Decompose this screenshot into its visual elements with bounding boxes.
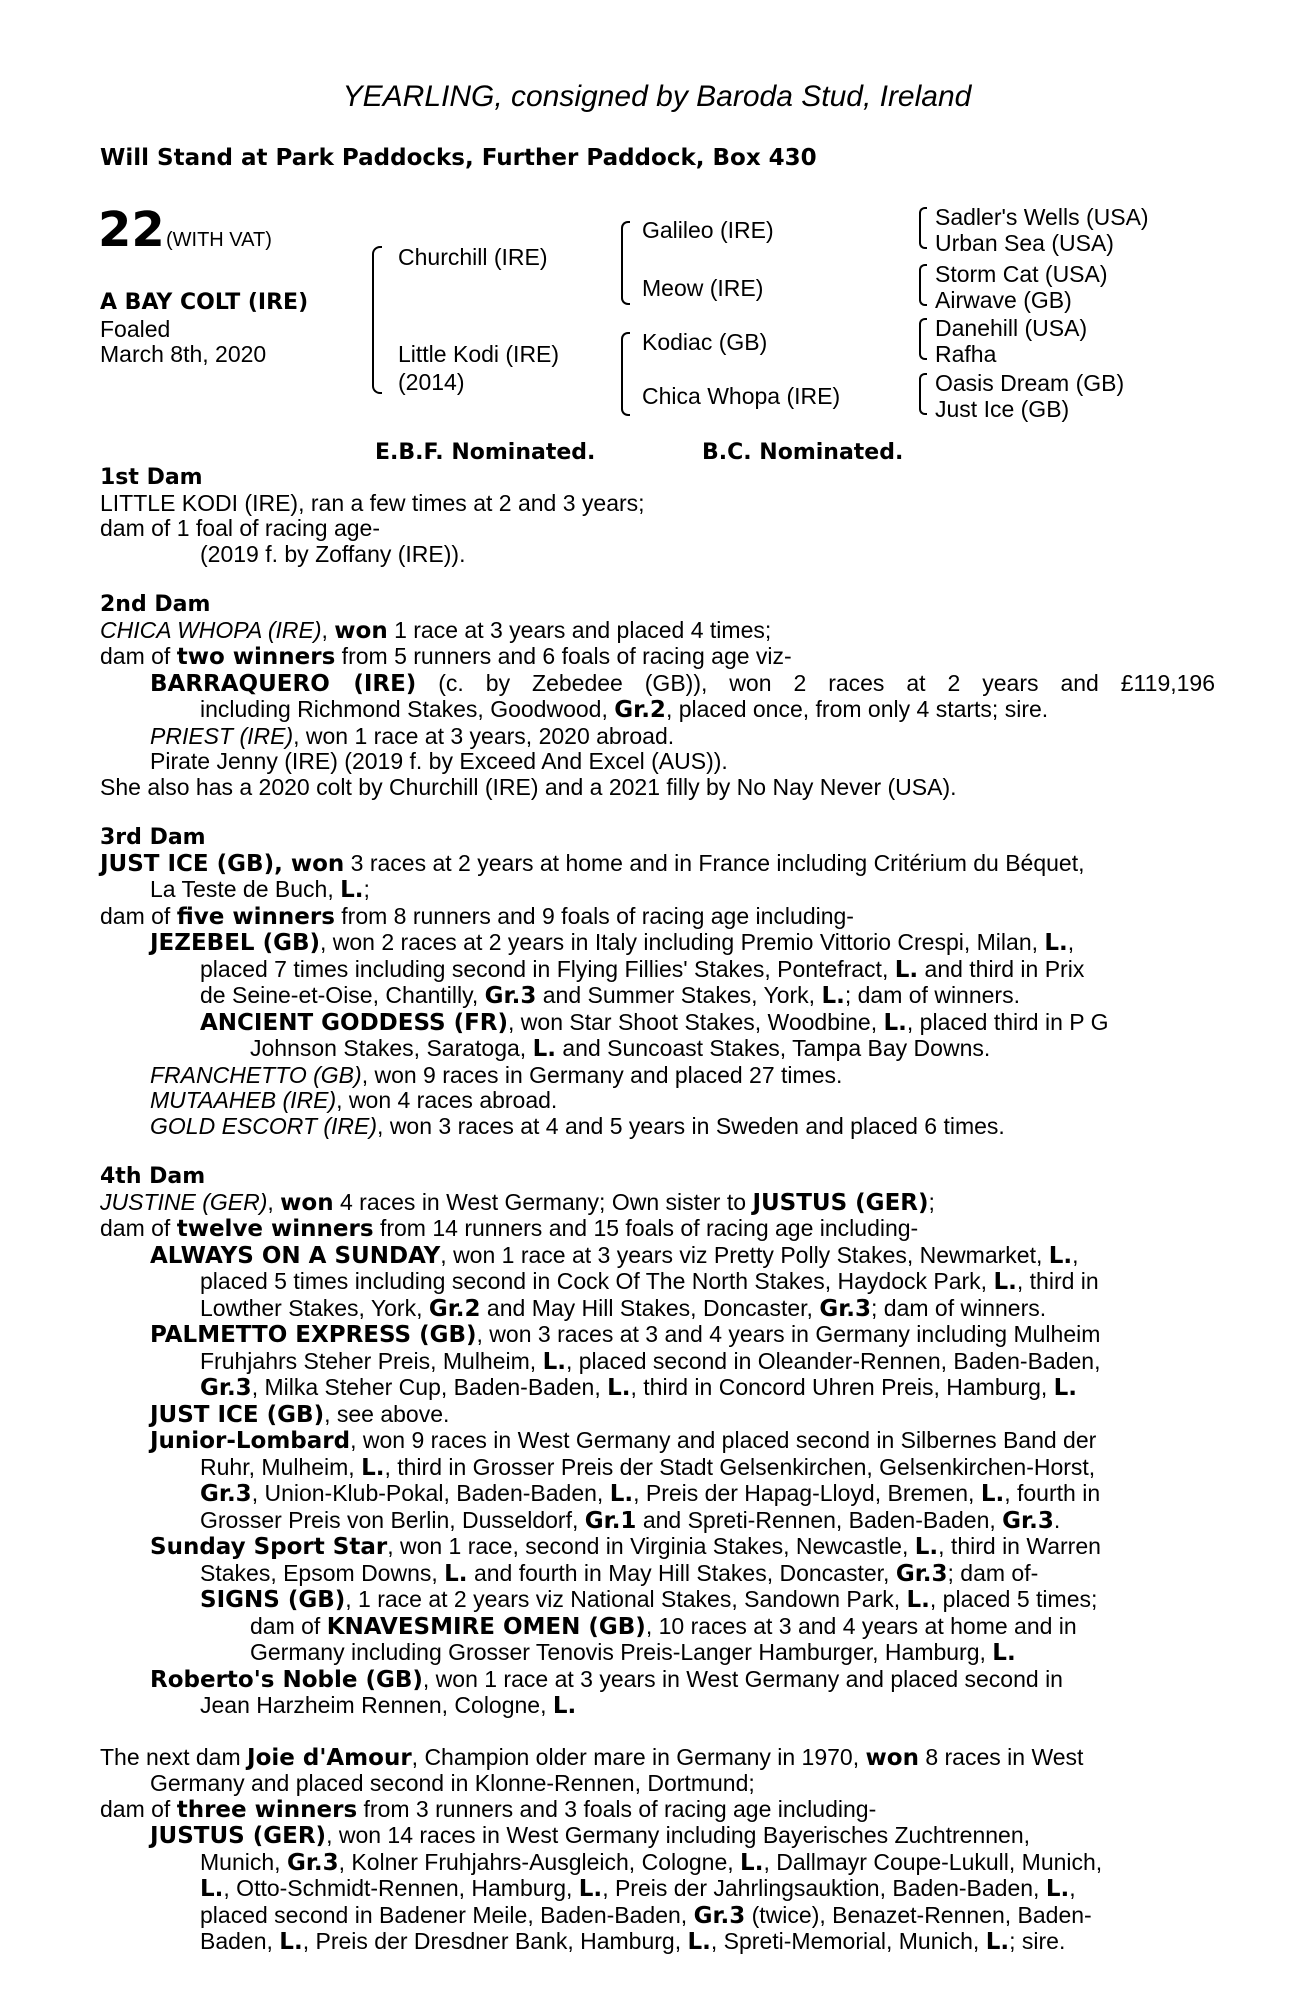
runner-name: PRIEST (IRE) bbox=[150, 722, 294, 749]
horse-name: A BAY COLT (IRE) bbox=[100, 290, 309, 315]
text-run: won bbox=[290, 850, 345, 877]
text-line: Pirate Jenny (IRE) (2019 f. by Exceed And Excel (AUS)). bbox=[150, 748, 728, 774]
text-run: from 8 runners and 9 foals of racing age including- bbox=[334, 902, 854, 929]
text-line bbox=[100, 1063, 1215, 1089]
text-line bbox=[100, 671, 1215, 698]
text-line bbox=[100, 1903, 1215, 1930]
text-run: dam of bbox=[100, 1215, 177, 1241]
text-run: . bbox=[1053, 1506, 1061, 1533]
text-run: L. bbox=[444, 1560, 468, 1587]
text-line bbox=[100, 983, 1215, 1010]
text-run: L. bbox=[607, 1375, 631, 1401]
standing-location: Will Stand at Park Paddocks, Further Paddock, Box 430 bbox=[100, 145, 817, 171]
text-run: placed 7 times including second in Flying Fillies' Stakes, Pontefract, bbox=[200, 955, 895, 982]
text-run: ; sire. bbox=[1009, 1928, 1066, 1954]
text-run: , won 1 race at 3 years in West Germany and placed second in bbox=[422, 1665, 1063, 1692]
consignor-heading: YEARLING, consigned by Baroda Stud, Ireland bbox=[342, 80, 972, 113]
text-run: and Spreti-Rennen, Baden-Baden, bbox=[636, 1506, 1003, 1533]
text-line bbox=[100, 1402, 1215, 1429]
text-run: Lowther Stakes, York, bbox=[200, 1294, 429, 1321]
text-line bbox=[100, 1667, 1215, 1694]
text-run: dam of bbox=[250, 1612, 327, 1639]
text-run: , won 14 races in West Germany including Bayerisches Zuchtrennen, bbox=[326, 1822, 1031, 1848]
text-run: from 14 runners and 15 foals of racing age including- bbox=[373, 1215, 919, 1241]
text-run: L. bbox=[1048, 1242, 1073, 1269]
text-run: Gr.2 bbox=[614, 697, 666, 723]
pedigree-ggp: Rafha bbox=[935, 341, 997, 367]
text-line bbox=[100, 1036, 1215, 1063]
text-run: (twice), Benazet-Rennen, Baden- bbox=[745, 1901, 1092, 1928]
text-line bbox=[100, 1534, 1215, 1561]
text-run: twelve winners bbox=[176, 1216, 374, 1242]
text-run: , placed 5 times; bbox=[929, 1586, 1098, 1612]
text-line bbox=[100, 1190, 1215, 1217]
text-line bbox=[100, 724, 1215, 750]
text-run: , Milka Steher Cup, Baden-Baden, bbox=[251, 1374, 608, 1400]
text-line bbox=[100, 1010, 1215, 1037]
text-run: , won 4 races abroad. bbox=[336, 1087, 558, 1113]
text-run: , won 1 race at 3 years viz Pretty Polly Stakes, Newmarket, bbox=[440, 1241, 1049, 1268]
text-run: and third in Prix bbox=[918, 955, 1085, 982]
text-run: including Richmond Stakes, Goodwood, bbox=[200, 696, 615, 722]
dam-name: JUSTINE (GER) bbox=[100, 1188, 268, 1215]
text-run: two winners bbox=[176, 644, 336, 670]
text-run: Gr.3 bbox=[895, 1560, 948, 1587]
runner-name: MUTAAHEB (IRE) bbox=[150, 1087, 337, 1113]
ebf-nomination: E.B.F. Nominated. bbox=[375, 440, 596, 465]
text-run: , Champion older mare in Germany in 1970, bbox=[411, 1743, 866, 1770]
text-line bbox=[100, 930, 1215, 957]
text-run: , Preis der Dresdner Bank, Hamburg, bbox=[302, 1928, 688, 1954]
text-run: , third in bbox=[1016, 1268, 1099, 1294]
text-run: , bbox=[1069, 1875, 1076, 1901]
text-run: Gr.1 bbox=[584, 1507, 637, 1534]
dam-name: Joie d'Amour bbox=[247, 1744, 412, 1771]
text-run: , won 3 races at 4 and 5 years in Sweden and placed 6 times. bbox=[377, 1112, 1005, 1139]
text-run: , bbox=[1072, 1241, 1079, 1268]
text-run: Munich, bbox=[200, 1848, 287, 1875]
text-run: L. bbox=[542, 1348, 566, 1375]
text-line: (2019 f. by Zoffany (IRE)). bbox=[200, 540, 466, 567]
text-run: L. bbox=[1045, 1876, 1070, 1902]
text-run: Gr.3 bbox=[693, 1902, 746, 1929]
text-run: L. bbox=[985, 1929, 1010, 1955]
text-run: L. bbox=[609, 1481, 634, 1507]
runner-name: ANCIENT GODDESS (FR) bbox=[200, 1009, 509, 1036]
text-line bbox=[100, 851, 1215, 878]
text-run: L. bbox=[687, 1929, 711, 1955]
text-line bbox=[100, 1243, 1215, 1270]
text-run: , Preis der Hapag-Lloyd, Bremen, bbox=[633, 1480, 981, 1506]
text-run: , bbox=[274, 850, 291, 877]
text-line bbox=[100, 1375, 1215, 1402]
text-line bbox=[100, 618, 1215, 645]
text-run: 3 races at 2 years at home and in France including Critérium du Béquet, bbox=[344, 849, 1085, 876]
runner-name: ALWAYS ON A SUNDAY bbox=[150, 1242, 441, 1269]
text-line bbox=[100, 1481, 1215, 1508]
section-heading: 3rd Dam bbox=[100, 825, 206, 850]
text-line bbox=[100, 1322, 1215, 1349]
text-run: Stakes, Epsom Downs, bbox=[200, 1559, 445, 1586]
pedigree-ggp: Just Ice (GB) bbox=[935, 396, 1070, 422]
text-line bbox=[100, 1455, 1215, 1482]
pedigree-brace bbox=[919, 207, 927, 249]
pedigree-sire: Churchill (IRE) bbox=[398, 244, 548, 270]
text-run: five winners bbox=[176, 903, 335, 930]
text-run: , won 2 races at 2 years in Italy including Premio Vittorio Crespi, Milan, bbox=[320, 929, 1045, 955]
text-run: The next dam bbox=[100, 1743, 248, 1770]
text-run: ; bbox=[363, 876, 370, 902]
runner-name: SIGNS (GB) bbox=[200, 1587, 346, 1613]
text-run: , fourth in bbox=[1004, 1480, 1101, 1506]
text-line: Germany and placed second in Klonne-Rennen, Dortmund; bbox=[150, 1770, 755, 1796]
pedigree-dam-dam: Chica Whopa (IRE) bbox=[642, 383, 841, 409]
text-run: L. bbox=[279, 1929, 303, 1955]
text-run: , Spreti-Memorial, Munich, bbox=[710, 1928, 986, 1954]
text-run: won bbox=[334, 617, 388, 644]
text-line bbox=[100, 1745, 1215, 1772]
runner-name: JEZEBEL (GB) bbox=[150, 930, 320, 956]
text-run: L. bbox=[552, 1693, 577, 1719]
text-line bbox=[100, 1850, 1215, 1877]
pedigree-ggp: Sadler's Wells (USA) bbox=[935, 204, 1149, 230]
text-run: placed second in Badener Meile, Baden-Baden, bbox=[200, 1901, 694, 1928]
foaled-label: Foaled bbox=[100, 316, 171, 342]
second-dam-section bbox=[100, 592, 1215, 800]
text-run: de Seine-et-Oise, Chantilly, bbox=[200, 982, 485, 1008]
text-run: Gr.3 bbox=[200, 1375, 252, 1401]
text-run: , won 1 race, second in Virginia Stakes, Newcastle, bbox=[387, 1533, 915, 1559]
text-line bbox=[100, 1797, 1215, 1824]
text-run: Fruhjahrs Steher Preis, Mulheim, bbox=[200, 1347, 543, 1374]
text-run: Gr.3 bbox=[200, 1481, 252, 1507]
text-run: , third in Concord Uhren Preis, Hamburg, bbox=[630, 1374, 1054, 1400]
text-run: , placed third in P G bbox=[906, 1008, 1109, 1035]
text-line bbox=[100, 1693, 1215, 1720]
text-run: dam of bbox=[100, 902, 177, 929]
catalogue-text bbox=[100, 465, 1215, 1956]
text-run: Gr.2 bbox=[428, 1295, 481, 1322]
text-run: 8 races in West bbox=[918, 1743, 1084, 1770]
text-run: , won 3 races at 3 and 4 years in Germany including Mulheim bbox=[476, 1321, 1101, 1347]
text-run: , won Star Shoot Stakes, Woodbine, bbox=[508, 1008, 884, 1035]
text-run: , won 9 races in West Germany and placed second in Silbernes Band der bbox=[350, 1427, 1097, 1453]
text-run: , third in Grosser Preis der Stadt Gelsenkirchen, Gelsenkirchen-Horst, bbox=[384, 1453, 1096, 1480]
text-line bbox=[100, 1088, 1215, 1114]
text-run: , bbox=[1067, 929, 1075, 955]
text-run: and May Hill Stakes, Doncaster, bbox=[480, 1294, 820, 1321]
runner-name: PALMETTO EXPRESS (GB) bbox=[150, 1322, 477, 1348]
text-run: , won 1 race at 3 years, 2020 abroad. bbox=[293, 722, 675, 749]
text-line bbox=[100, 1349, 1215, 1376]
text-line bbox=[100, 1428, 1215, 1455]
text-run: L. bbox=[1044, 930, 1068, 956]
pedigree-dam-year: (2014) bbox=[398, 369, 465, 395]
text-run: Grosser Preis von Berlin, Dusseldorf, bbox=[200, 1506, 585, 1533]
pedigree-ggp: Storm Cat (USA) bbox=[935, 261, 1108, 287]
runner-name: Sunday Sport Star bbox=[150, 1534, 388, 1560]
pedigree-brace bbox=[919, 318, 927, 360]
pedigree-brace bbox=[919, 264, 927, 306]
dam-name: CHICA WHOPA (IRE) bbox=[100, 616, 322, 643]
text-line bbox=[100, 1114, 1215, 1140]
text-run: , Otto-Schmidt-Rennen, Hamburg, bbox=[223, 1875, 579, 1901]
first-dam-section bbox=[100, 465, 1215, 567]
text-run: Gr.3 bbox=[484, 983, 537, 1009]
pedigree-brace bbox=[621, 332, 630, 416]
runner-name: JUSTUS (GER) bbox=[150, 1823, 327, 1849]
lot-number: 22 bbox=[98, 202, 165, 258]
text-run: Johnson Stakes, Saratoga, bbox=[250, 1035, 533, 1061]
text-line bbox=[100, 697, 1215, 724]
section-heading: 4th Dam bbox=[100, 1164, 206, 1189]
text-line bbox=[100, 1823, 1215, 1850]
bc-nomination: B.C. Nominated. bbox=[702, 440, 904, 465]
text-run: , 10 races at 3 and 4 years at home and in bbox=[645, 1612, 1077, 1639]
text-line: She also has a 2020 colt by Churchill (IRE) and a 2021 filly by No Nay Never (USA). bbox=[100, 773, 957, 800]
text-run: ; dam of winners. bbox=[871, 1294, 1047, 1321]
text-line bbox=[100, 904, 1215, 931]
text-run: , Dallmayr Coupe-Lukull, Munich, bbox=[763, 1848, 1103, 1875]
text-line bbox=[100, 1614, 1215, 1641]
text-run: , bbox=[321, 616, 335, 643]
text-run: KNAVESMIRE OMEN (GB) bbox=[326, 1613, 646, 1640]
text-run: three winners bbox=[176, 1796, 358, 1823]
text-run: L. bbox=[992, 1640, 1016, 1666]
section-heading: 1st Dam bbox=[100, 465, 203, 490]
text-line bbox=[100, 1296, 1215, 1323]
text-run: from 5 runners and 6 foals of racing age viz- bbox=[335, 643, 792, 669]
text-run: , won 9 races in Germany and placed 27 times. bbox=[361, 1061, 843, 1088]
fourth-dam-section bbox=[100, 1164, 1215, 1720]
dam-name: JUST ICE (GB) bbox=[100, 850, 275, 877]
text-line bbox=[100, 644, 1215, 671]
text-run: L. bbox=[361, 1454, 385, 1481]
text-run: 4 races in West Germany; Own sister to bbox=[333, 1188, 753, 1215]
text-run: Germany including Grosser Tenovis Preis-Langer Hamburger, Hamburg, bbox=[250, 1639, 993, 1665]
text-run: L. bbox=[1053, 1375, 1078, 1401]
pedigree-sire-dam: Meow (IRE) bbox=[642, 275, 764, 301]
text-run: ; dam of winners. bbox=[844, 982, 1020, 1008]
text-line bbox=[100, 1876, 1215, 1903]
text-run: , Union-Klub-Pokal, Baden-Baden, bbox=[251, 1480, 610, 1506]
text-run: JUSTUS (GER) bbox=[752, 1189, 929, 1216]
text-run: L. bbox=[200, 1876, 224, 1902]
text-run: dam of bbox=[100, 1795, 177, 1822]
pedigree-ggp: Urban Sea (USA) bbox=[935, 230, 1114, 256]
text-run: won bbox=[280, 1189, 334, 1216]
runner-name: JUST ICE (GB) bbox=[150, 1401, 325, 1428]
text-line bbox=[100, 1587, 1215, 1614]
lot-vat-note: (WITH VAT) bbox=[166, 229, 272, 251]
text-line bbox=[100, 957, 1215, 984]
text-run: won bbox=[865, 1744, 919, 1771]
text-run: dam of bbox=[100, 643, 177, 669]
text-line: dam of 1 foal of racing age- bbox=[100, 515, 380, 541]
text-run: Gr.3 bbox=[286, 1849, 339, 1876]
text-line bbox=[100, 1929, 1215, 1956]
text-run: and Suncoast Stakes, Tampa Bay Downs. bbox=[555, 1035, 991, 1061]
text-run: L. bbox=[980, 1481, 1005, 1507]
text-line bbox=[100, 877, 1215, 904]
section-heading: 2nd Dam bbox=[100, 592, 211, 617]
text-run: , placed second in Oleander-Rennen, Baden-Baden, bbox=[565, 1347, 1101, 1374]
text-run: L. bbox=[578, 1876, 603, 1902]
text-run: Gr.3 bbox=[1002, 1507, 1054, 1534]
text-line bbox=[100, 1640, 1215, 1667]
text-run: (c. by Zebedee (GB)), won 2 races at 2 years and £119,196 bbox=[416, 669, 1215, 696]
text-line bbox=[100, 1561, 1215, 1588]
text-run: Gr.3 bbox=[819, 1295, 871, 1322]
runner-name: Junior-Lombard bbox=[150, 1428, 351, 1454]
text-run: L. bbox=[740, 1849, 764, 1876]
text-run: and Summer Stakes, York, bbox=[536, 982, 822, 1008]
pedigree-sire-sire: Galileo (IRE) bbox=[642, 217, 774, 243]
text-run: , Preis der Jahrlingsauktion, Baden-Baden, bbox=[602, 1875, 1046, 1901]
text-run: ; bbox=[928, 1188, 935, 1215]
text-run: and fourth in May Hill Stakes, Doncaster, bbox=[467, 1559, 896, 1586]
pedigree-ggp: Oasis Dream (GB) bbox=[935, 370, 1125, 396]
text-run: Baden, bbox=[200, 1928, 280, 1954]
text-run: L. bbox=[532, 1036, 556, 1062]
text-run: , third in Warren bbox=[938, 1533, 1101, 1559]
pedigree-ggp: Airwave (GB) bbox=[935, 287, 1072, 313]
text-run: 1 race at 3 years and placed 4 times; bbox=[387, 616, 772, 643]
text-run: L. bbox=[894, 956, 919, 983]
text-run: L. bbox=[821, 983, 845, 1009]
pedigree-dam: Little Kodi (IRE) bbox=[398, 341, 560, 367]
text-run: from 3 runners and 3 foals of racing age including- bbox=[357, 1795, 877, 1822]
text-run: placed 5 times including second in Cock Of The North Stakes, Haydock Park, bbox=[200, 1268, 994, 1294]
text-line bbox=[100, 1269, 1215, 1296]
text-run: , placed once, from only 4 starts; sire. bbox=[665, 696, 1049, 722]
text-run: ; dam of- bbox=[947, 1559, 1039, 1586]
pedigree-dam-sire: Kodiac (GB) bbox=[642, 329, 768, 355]
text-run: L. bbox=[340, 877, 364, 903]
runner-name: FRANCHETTO (GB) bbox=[150, 1061, 362, 1088]
text-run: , see above. bbox=[324, 1400, 450, 1427]
runner-name: GOLD ESCORT (IRE) bbox=[150, 1112, 378, 1139]
text-line: LITTLE KODI (IRE), ran a few times at 2 and 3 years; bbox=[100, 489, 645, 516]
text-run: L. bbox=[914, 1534, 939, 1560]
next-dam-section bbox=[100, 1745, 1215, 1956]
pedigree-ggp: Danehill (USA) bbox=[935, 315, 1088, 341]
text-line bbox=[100, 1508, 1215, 1535]
runner-name: BARRAQUERO (IRE) bbox=[150, 670, 417, 697]
text-run: L. bbox=[883, 1009, 907, 1036]
pedigree-brace bbox=[919, 373, 927, 415]
text-line bbox=[100, 1216, 1215, 1243]
pedigree-brace bbox=[621, 221, 630, 305]
foaled-date: March 8th, 2020 bbox=[100, 341, 267, 367]
text-run: L. bbox=[993, 1269, 1017, 1295]
runner-name: Roberto's Noble (GB) bbox=[150, 1666, 423, 1693]
text-run: L. bbox=[906, 1587, 930, 1613]
pedigree-brace bbox=[372, 246, 382, 394]
text-run: La Teste de Buch, bbox=[150, 876, 341, 902]
text-run: , bbox=[267, 1188, 281, 1215]
text-run: , Kolner Fruhjahrs-Ausgleich, Cologne, bbox=[338, 1848, 741, 1875]
text-run: , 1 race at 2 years viz National Stakes, Sandown Park, bbox=[345, 1586, 907, 1612]
text-run: Jean Harzheim Rennen, Cologne, bbox=[200, 1692, 553, 1718]
text-run: Ruhr, Mulheim, bbox=[200, 1453, 362, 1480]
third-dam-section bbox=[100, 825, 1215, 1139]
